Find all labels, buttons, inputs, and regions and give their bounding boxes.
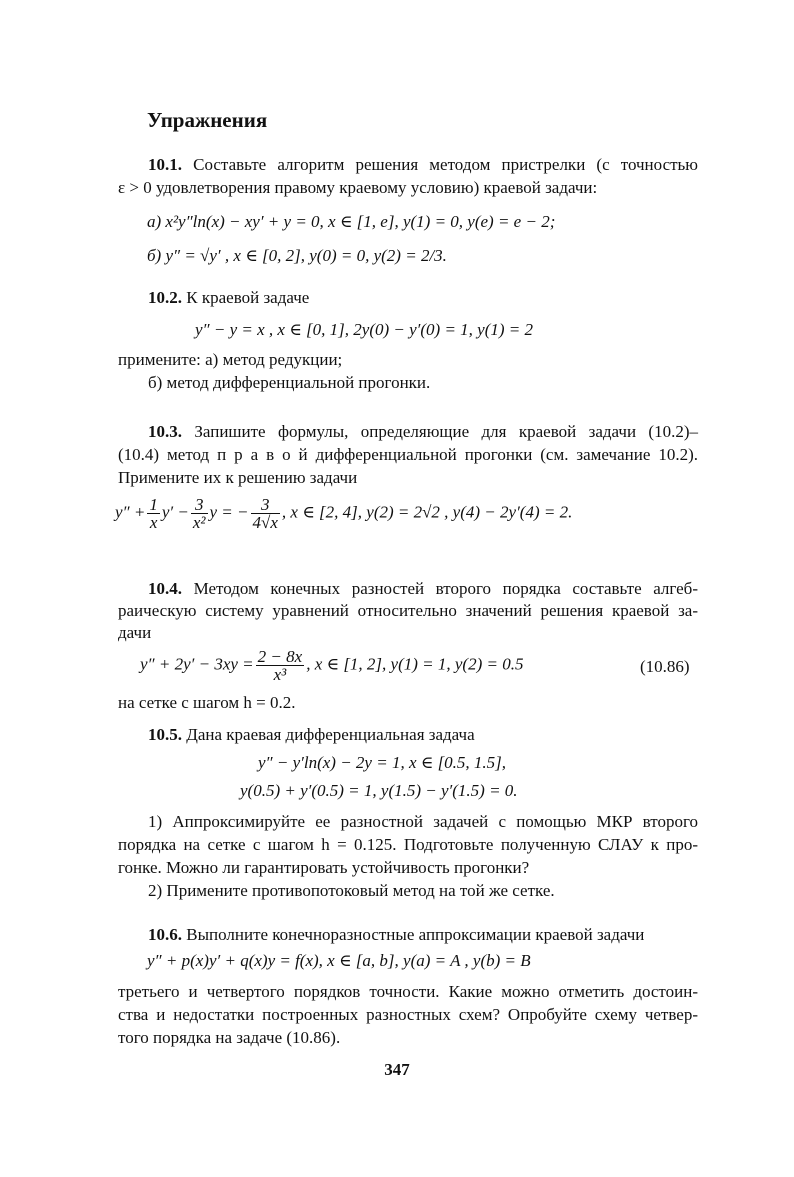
ex4-equation: y″ + 2y′ − 3xy = $\frac{2 - 8x}{\text{x³}}$ , x ∈ [1, 2], y(1) = 1, y(2) = 0.5: [140, 647, 524, 684]
ex6-line2: третьего и четвертого порядков точности. Какие можно отметить достоин-: [118, 982, 698, 1001]
ex5-equation2: y(0.5) + y′(0.5) = 1, y(1.5) − y′(1.5) = 0.: [240, 781, 518, 800]
ex3-line1: 10.3. Запишите формулы, определяющие для краевой задачи (10.2)–: [148, 422, 698, 441]
fraction: $\frac{3}{4√x}$: [252, 495, 278, 532]
ex1-line1: 10.1. Составьте алгоритм решения методом пристрелки (с точностью: [148, 155, 699, 174]
ex1-equation-b: б) y″ = √y′ , x ∈ [0, 2], y(0) = 0, y(2) = 2/3.: [147, 246, 447, 265]
fraction: $\frac{1}{x}$: [149, 495, 158, 532]
ex5-para2: порядка на сетке с шагом h = 0.125. Подготовьте полученную СЛАУ к про-: [118, 835, 698, 854]
ex3-equation: y″ + $\frac{1}{x}$ y′ − $\frac{3}{\text{x²}}$ y = − $\frac{3}{4√x}$ , x ∈ [2, 4], y(2) = 2√2 , y(4) − 2y′(4) = 2.: [115, 495, 573, 532]
ex6-line4: того порядка на задаче (10.86).: [118, 1028, 341, 1047]
ex2-line1: 10.2. К краевой задаче: [148, 288, 310, 307]
ex3-line2: (10.4) метод п р а в о й дифференциальной прогонки (см. замечание 10.2).: [118, 445, 698, 464]
ex4-line4: на сетке с шагом h = 0.2.: [118, 693, 296, 712]
ex5-para4: 2) Примените противопотоковый метод на той же сетке.: [148, 881, 555, 900]
ex5-equation1: y″ − y′ln(x) − 2y = 1, x ∈ [0.5, 1.5],: [258, 753, 507, 772]
page-number: 347: [384, 1060, 410, 1079]
ex3-line3: Примените их к решению задачи: [118, 468, 358, 487]
ex4-line3: дачи: [118, 623, 152, 642]
ex6-line1: 10.6. Выполните конечноразностные аппроксимации краевой задачи: [148, 925, 645, 944]
ex4-line2: раическую систему уравнений относительно значений решения краевой за-: [118, 601, 698, 620]
equation-tag: (10.86): [640, 657, 690, 676]
ex5-para1: 1) Аппроксимируйте ее разностной задачей с помощью МКР второго: [148, 812, 698, 831]
ex1-line2: ε > 0 удовлетворения правому краевому условию) краевой задачи:: [118, 178, 598, 197]
ex2-line2: примените: а) метод редукции;: [118, 350, 343, 369]
ex1-equation-a: а) x²y″ln(x) − xy′ + y = 0, x ∈ [1, e], y(1) = 0, y(e) = e − 2;: [147, 212, 556, 231]
ex5-line1: 10.5. Дана краевая дифференциальная задача: [148, 725, 475, 744]
ex6-line3: ства и недостатки построенных разностных схем? Опробуйте схему четвер-: [118, 1005, 698, 1024]
ex2-line3: б) метод дифференциальной прогонки.: [148, 373, 431, 392]
ex4-line1: 10.4. Методом конечных разностей второго порядка составьте алгеб-: [148, 579, 698, 598]
section-title: Упражнения: [147, 108, 268, 132]
ex6-equation: y″ + p(x)y′ + q(x)y = f(x), x ∈ [a, b], y(a) = A , y(b) = B: [147, 951, 531, 970]
fraction: $\frac{3}{\text{x²}}$: [192, 495, 206, 532]
fraction: $\frac{2 - 8x}{\text{x³}}$: [257, 647, 303, 684]
ex5-para3: гонке. Можно ли гарантировать устойчивость прогонки?: [118, 858, 530, 877]
ex2-equation: y″ − y = x , x ∈ [0, 1], 2y(0) − y′(0) = 1, y(1) = 2: [195, 320, 534, 339]
